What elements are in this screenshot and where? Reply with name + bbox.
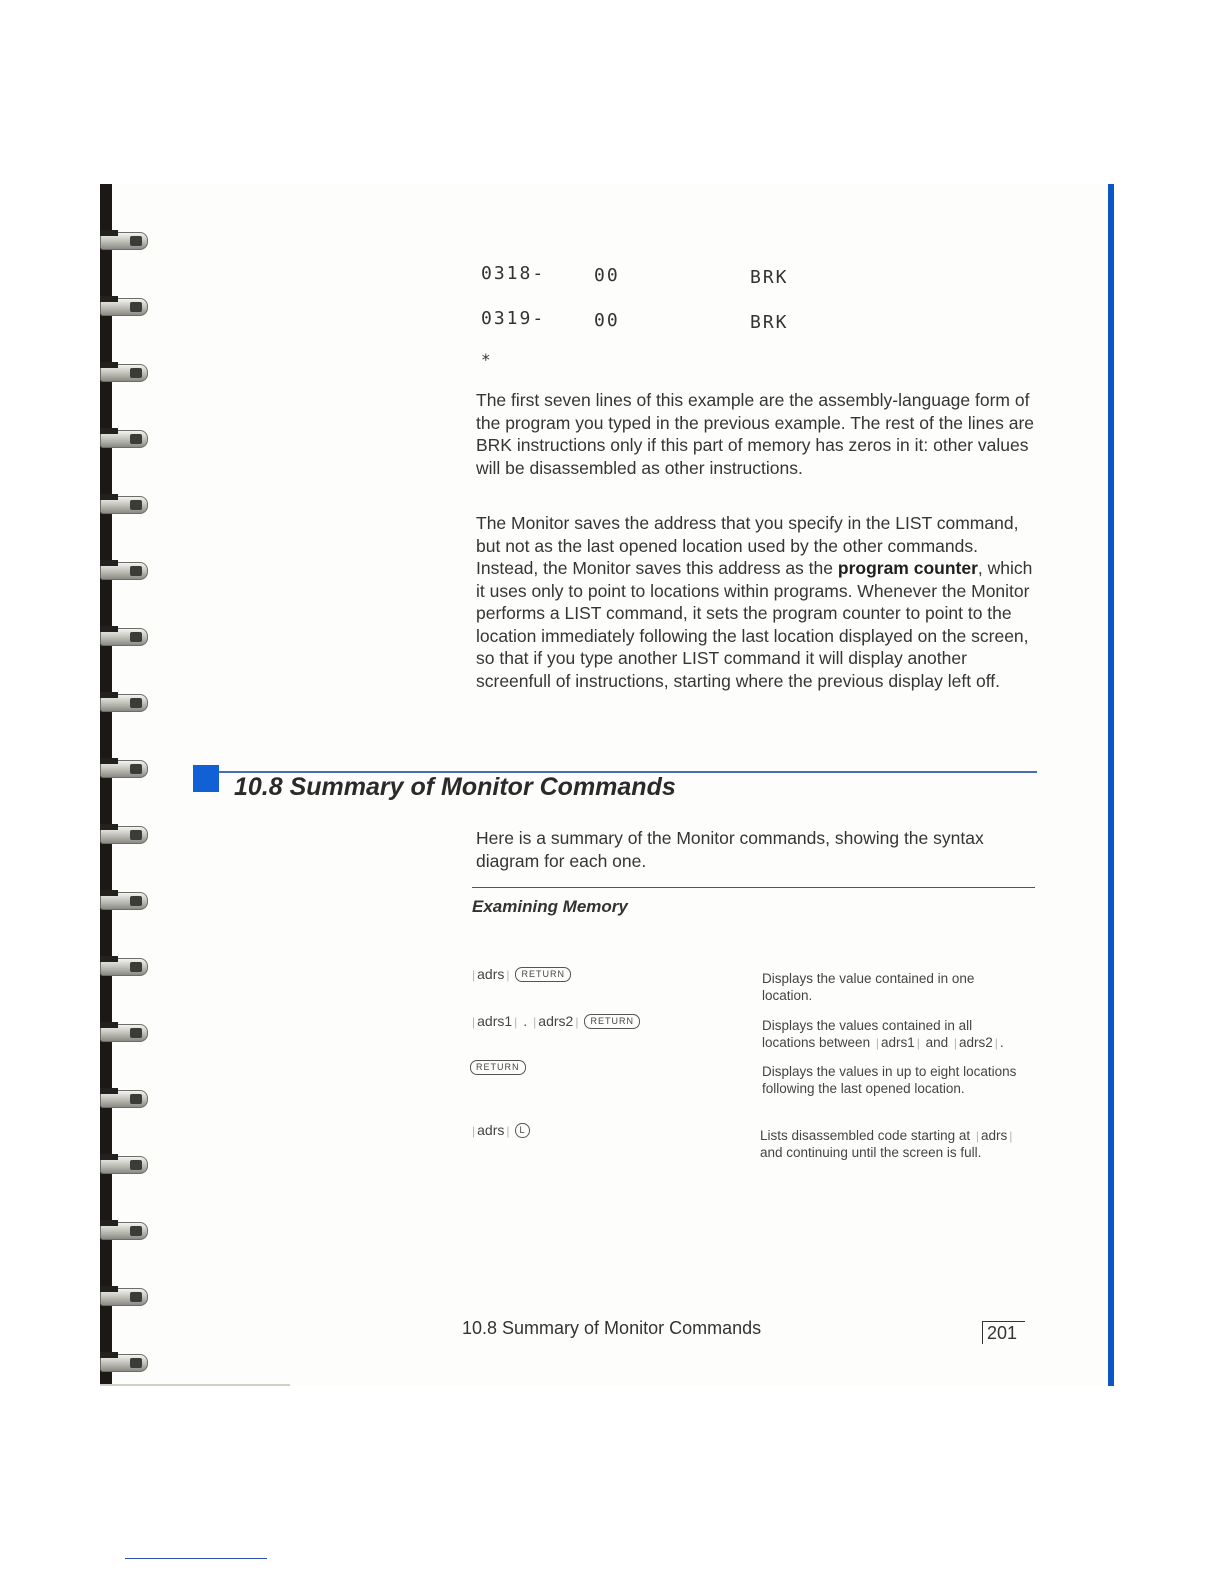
paragraph-2 xyxy=(476,512,1042,692)
desc-text: Lists disassembled code starting at xyxy=(760,1128,974,1143)
l-key-icon: L xyxy=(515,1123,529,1138)
param-adrs2: | adrs2 | xyxy=(531,1013,580,1029)
listing-address: 0319- xyxy=(481,308,546,329)
desc-text: Displays the values contained in all locations between xyxy=(762,1018,973,1050)
binding-coil xyxy=(100,296,152,320)
binding-coil xyxy=(100,890,152,914)
page-edge-blue xyxy=(1108,184,1114,1386)
term-program-counter: program counter xyxy=(837,558,978,578)
paragraph-text: , which it uses only to point to locations within programs. Whenever the Monitor performs a LIST command, it sets the program counter to point to the location immediately following the last location displayed on the screen, so that if you type another LIST command it will display another screenfull of instructions, starting where the previous display left off. xyxy=(476,558,1033,691)
subsection-rule xyxy=(472,887,1035,888)
binding-coil xyxy=(100,956,152,980)
param-adrs1: | adrs1 | xyxy=(874,1035,922,1050)
listing-mnemonic: BRK xyxy=(750,267,789,288)
subsection-title: Examining Memory xyxy=(472,897,628,916)
desc-text: and continuing until the screen is full. xyxy=(760,1144,982,1160)
return-key-icon: RETURN xyxy=(470,1060,526,1075)
binding-coil xyxy=(100,1352,152,1376)
page-number: 201 xyxy=(982,1321,1025,1344)
page-shadow xyxy=(100,1384,290,1386)
binding-coil xyxy=(100,626,152,650)
separator-dot: . xyxy=(523,1013,528,1029)
desc-text: and xyxy=(921,1034,952,1050)
paragraph-1: The first seven lines of this example are the assembly-language form of the program you typed in the previous example. The rest of the lines are BRK instructions only if this part of memory has zeros in it: other values will be disassembled as other instructions. xyxy=(476,390,1035,478)
binding-coil xyxy=(100,1022,152,1046)
return-key-icon: RETURN xyxy=(515,967,571,982)
binding-coil xyxy=(100,362,152,386)
binding-coil xyxy=(100,428,152,452)
running-footer: 10.8 Summary of Monitor Commands xyxy=(462,1318,762,1338)
command-description xyxy=(760,1128,1022,1161)
binding-coil xyxy=(100,560,152,584)
command-description: Displays the values in up to eight locations following the last opened location. xyxy=(762,1064,1017,1096)
binding-coil xyxy=(100,1154,152,1178)
desc-text: . xyxy=(999,1034,1004,1050)
link-underline xyxy=(125,1558,267,1559)
syntax-diagram xyxy=(470,1013,640,1029)
syntax-diagram xyxy=(470,1060,526,1075)
param-adrs: | adrs | xyxy=(470,966,511,982)
listing-mnemonic: BRK xyxy=(750,312,789,333)
section-title: 10.8 Summary of Monitor Commands xyxy=(234,773,676,801)
return-key-icon: RETURN xyxy=(584,1014,640,1029)
listing-bytes: 00 xyxy=(594,310,620,331)
command-description: Displays the value contained in one location. xyxy=(762,971,975,1003)
command-description xyxy=(762,1018,1024,1051)
syntax-diagram xyxy=(470,966,571,982)
binding-coil xyxy=(100,1286,152,1310)
param-adrs2: | adrs2 | xyxy=(952,1035,1000,1050)
binding-coil xyxy=(100,230,152,254)
section-intro: Here is a summary of the Monitor commands, showing the syntax diagram for each one. xyxy=(476,828,984,871)
param-adrs: | adrs | xyxy=(470,1122,511,1138)
binding-coil xyxy=(100,494,152,518)
binding-coil xyxy=(100,692,152,716)
listing-address: 0318- xyxy=(481,263,546,284)
syntax-diagram xyxy=(470,1122,530,1138)
section-marker xyxy=(193,765,219,792)
binding-coil xyxy=(100,1088,152,1112)
monitor-prompt: * xyxy=(481,350,493,369)
binding-coil xyxy=(100,824,152,848)
param-adrs1: | adrs1 | xyxy=(470,1013,519,1029)
paragraph-text: The Monitor saves the address that you specify in the LIST command, but not as the last opened location used by the other commands. Instead, the Monitor saves this address as the xyxy=(476,513,1019,578)
binding-coil xyxy=(100,1220,152,1244)
binding-coil xyxy=(100,758,152,782)
param-adrs: | adrs | xyxy=(974,1128,1015,1143)
listing-bytes: 00 xyxy=(594,265,620,286)
